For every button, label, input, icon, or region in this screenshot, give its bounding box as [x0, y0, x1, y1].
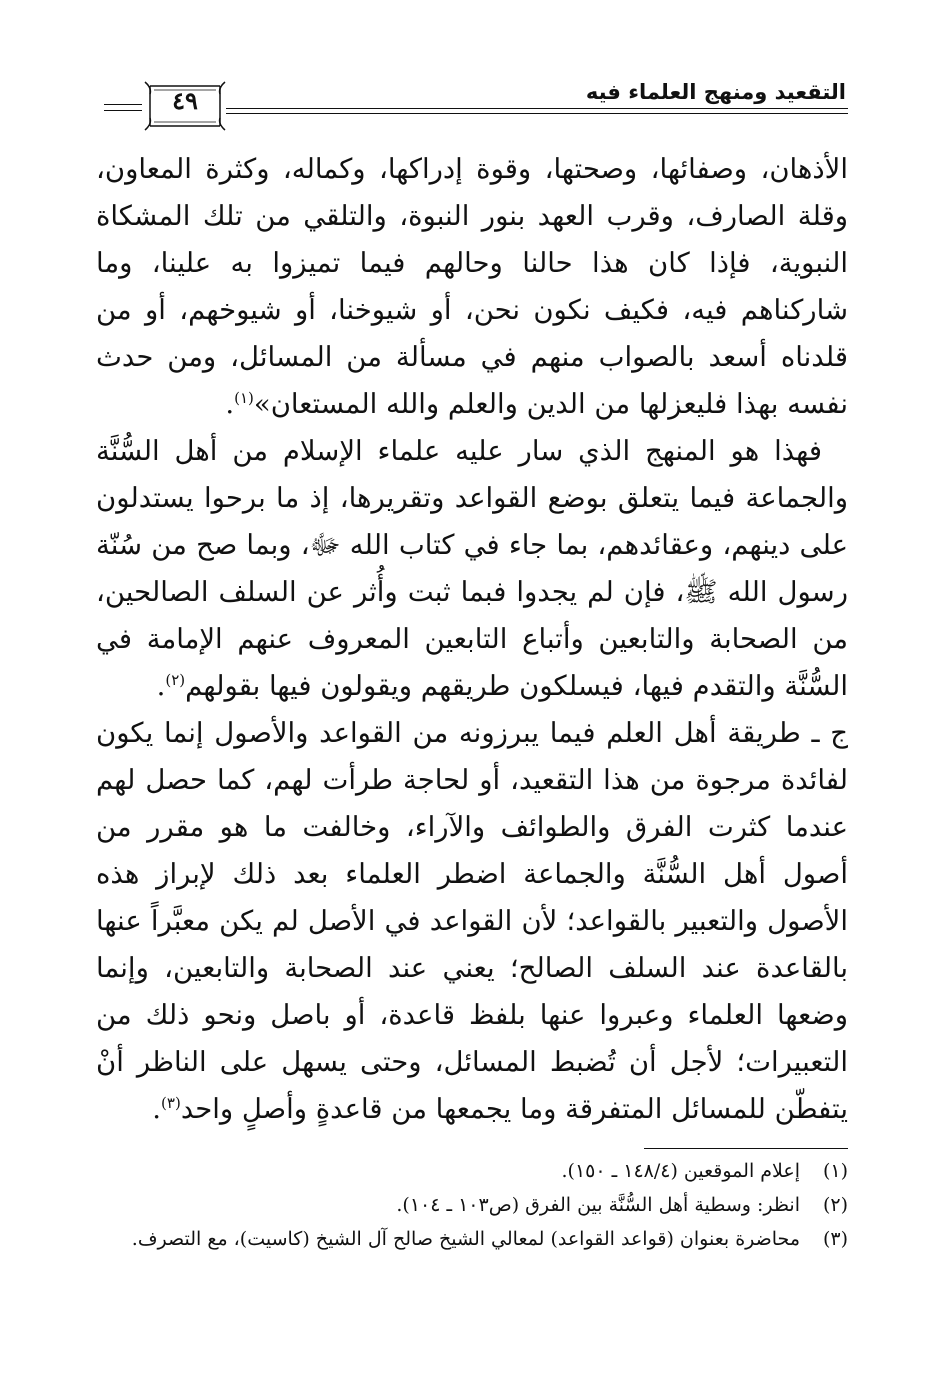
- footnote-ref-3: (٣): [161, 1093, 181, 1112]
- running-title: التقعيد ومنهج العلماء فيه: [585, 80, 846, 104]
- paragraph-2: [96, 428, 848, 710]
- paragraph-1: [96, 146, 848, 428]
- paragraph-2-text: فهذا هو المنهج الذي سار عليه علماء الإسلام من أهل السُّنَّة والجماعة فيما يتعلق بوضع القواعد وتقريرها، إذ ما برحوا يستدلون على دينهم، وعقائدهم، بما جاء في كتاب الله ﷻ، وبما صح من سُنّة رسول الله ﷺ، فإن لم يجدوا فبما ثبت وأُثر عن السلف الصالحين، من الصحابة والتابعين وأتباع التابعين المعروف عنهم الإمامة في السُّنَّة والتقدم فيها، فيسلكون طريقهم ويقولون فيها بقولهم: [96, 435, 848, 702]
- footnote-separator: [644, 1148, 848, 1149]
- paragraph-1-end: .: [225, 388, 235, 420]
- footnote-1: [96, 1154, 848, 1188]
- header-rule-thin: [226, 113, 848, 114]
- footnote-text: محاضرة بعنوان (قواعد القواعد) لمعالي الشيخ صالح آل الشيخ (كاسيت)، مع التصرف.: [131, 1228, 800, 1250]
- footnote-text: انظر: وسطية أهل السُّنَّة بين الفرق (ص١٠٣ ـ ١٠٤).: [396, 1194, 800, 1216]
- footnotes: [96, 1154, 848, 1256]
- header-rule: [226, 108, 848, 109]
- paragraph-2-end: .: [156, 670, 166, 702]
- paragraph-1-text: الأذهان، وصفائها، وصحتها، وقوة إدراكها، وكماله، وكثرة المعاون، وقلة الصارف، وقرب العهد بنور النبوة، والتلقي من تلك المشكاة النبوية، فإذا كان هذا حالنا وحالهم فيما تميزوا به علينا، وما شاركناهم فيه، فكيف نكون نحن، أو شيوخنا، أو شيوخهم، أو من قلدناه أسعد بالصواب منهم في مسألة من المسائل، ومن حدث نفسه بهذا فليعزلها من الدين والعلم والله المستعان»: [96, 153, 848, 420]
- paragraph-3-end: .: [152, 1093, 162, 1125]
- header-left-rule-lower: [104, 110, 142, 111]
- body-text: [96, 146, 848, 1133]
- footnote-number: (٣): [822, 1228, 848, 1250]
- footnote-text: إعلام الموقعين (١٤٨/٤ ـ ١٥٠).: [561, 1160, 800, 1182]
- paragraph-3: [96, 710, 848, 1133]
- footnote-number: (١): [822, 1160, 848, 1182]
- header-left-rule: [104, 104, 142, 105]
- footnote-3: [96, 1222, 848, 1256]
- footnote-number: (٢): [822, 1194, 848, 1216]
- paragraph-3-text: ج ـ طريقة أهل العلم فيما يبرزونه من القواعد والأصول إنما يكون لفائدة مرجوة من هذا التقعيد، أو لحاجة طرأت لهم، كما حصل لهم عندما كثرت الفرق والطوائف والآراء، وخالفت ما هو مقرر من أصول أهل السُّنَّة والجماعة اضطر العلماء بعد ذلك لإبراز هذه الأصول والتعبير بالقواعد؛ لأن القواعد في الأصل لم يكن معبَّراً عنها بالقاعدة عند السلف الصالح؛ يعني عند الصحابة والتابعين، وإنما وضعها العلماء وعبروا عنها بلفظ قاعدة، أو باصل ونحو ذلك من التعبيرات؛ لأجل أن تُضبط المسائل، وحتى يسهل على الناظر أنْ يتفطّن للمسائل المتفرقة وما يجمعها من قاعدةٍ وأصلٍ واحد: [96, 717, 848, 1125]
- footnote-ref-2: (٢): [165, 670, 186, 689]
- footnote-ref-1: (١): [234, 388, 254, 407]
- page-number: ٤٩: [172, 86, 198, 115]
- footnote-2: [96, 1188, 848, 1222]
